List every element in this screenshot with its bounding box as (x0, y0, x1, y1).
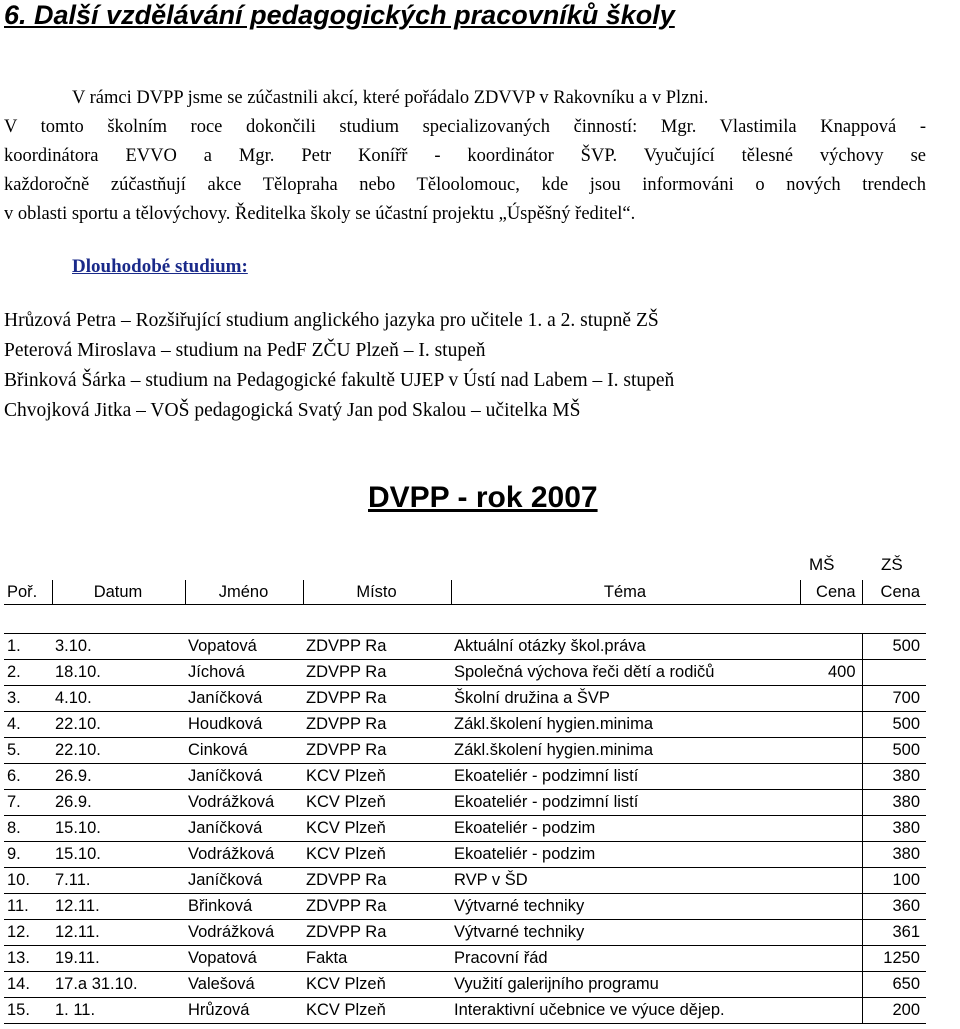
col-header-zs-price: Cena (862, 580, 926, 605)
dvpp-title: DVPP - rok 2007 (368, 481, 598, 514)
cell-name: Janíčková (185, 764, 303, 790)
cell-place: ZDVPP Ra (303, 920, 451, 946)
cell-ms-price (800, 894, 862, 920)
cell-topic: Zákl.školení hygien.minima (451, 712, 800, 738)
cell-name: Vopatová (185, 634, 303, 660)
table-spacer-row (4, 605, 926, 634)
cell-name: Jíchová (185, 660, 303, 686)
table-header-row (4, 580, 926, 605)
cell-topic: RVP v ŠD (451, 868, 800, 894)
cell-date: 1. 11. (52, 998, 185, 1024)
cell-ms-price (800, 868, 862, 894)
cell-zs-price: 361 (862, 920, 926, 946)
intro-line: každoročně zúčastňují akce Tělopraha nebo Těloolomouc, kde jsou informováni o nových trendech (4, 175, 926, 195)
col-header-place: Místo (303, 580, 451, 605)
cell-date: 15.10. (52, 816, 185, 842)
cell-order: 5. (4, 738, 52, 764)
cell-order: 13. (4, 946, 52, 972)
long-term-study-title: Dlouhodobé studium: (72, 256, 248, 277)
cell-zs-price: 700 (862, 686, 926, 712)
cell-date: 7.11. (52, 868, 185, 894)
cell-place: ZDVPP Ra (303, 894, 451, 920)
cell-zs-price: 500 (862, 738, 926, 764)
cell-topic: Ekoateliér - podzimní listí (451, 764, 800, 790)
cell-zs-price (862, 660, 926, 686)
cell-zs-price: 380 (862, 842, 926, 868)
cell-date: 26.9. (52, 764, 185, 790)
cell-zs-price: 500 (862, 712, 926, 738)
cell-topic: Školní družina a ŠVP (451, 686, 800, 712)
cell-name: Janíčková (185, 868, 303, 894)
cell-topic: Společná výchova řeči dětí a rodičů (451, 660, 800, 686)
cell-date: 3.10. (52, 634, 185, 660)
cell-name: Cinková (185, 738, 303, 764)
cell-ms-price (800, 686, 862, 712)
cell-topic: Výtvarné techniky (451, 894, 800, 920)
cell-topic: Ekoateliér - podzim (451, 842, 800, 868)
cell-name: Janíčková (185, 686, 303, 712)
cell-place: ZDVPP Ra (303, 868, 451, 894)
table-row (4, 634, 926, 660)
cell-topic: Zákl.školení hygien.minima (451, 738, 800, 764)
cell-date: 22.10. (52, 712, 185, 738)
cell-zs-price: 1250 (862, 946, 926, 972)
cell-place: KCV Plzeň (303, 972, 451, 998)
cell-name: Hrůzová (185, 998, 303, 1024)
cell-topic: Ekoateliér - podzimní listí (451, 790, 800, 816)
cell-zs-price: 200 (862, 998, 926, 1024)
cell-date: 12.11. (52, 894, 185, 920)
cell-order: 8. (4, 816, 52, 842)
section-heading: 6. Další vzdělávání pedagogických pracovníků školy (4, 0, 675, 30)
table-row (4, 790, 926, 816)
cell-place: ZDVPP Ra (303, 660, 451, 686)
cell-topic: Pracovní řád (451, 946, 800, 972)
cell-order: 9. (4, 842, 52, 868)
cell-name: Vopatová (185, 946, 303, 972)
cell-order: 11. (4, 894, 52, 920)
cell-date: 17.a 31.10. (52, 972, 185, 998)
table-row (4, 816, 926, 842)
cell-zs-price: 100 (862, 868, 926, 894)
cell-order: 3. (4, 686, 52, 712)
cell-place: ZDVPP Ra (303, 712, 451, 738)
cell-topic: Ekoateliér - podzim (451, 816, 800, 842)
cell-zs-price: 650 (862, 972, 926, 998)
cell-ms-price (800, 946, 862, 972)
table-row (4, 946, 926, 972)
table-row (4, 686, 926, 712)
cell-order: 6. (4, 764, 52, 790)
cell-date: 18.10. (52, 660, 185, 686)
cell-date: 26.9. (52, 790, 185, 816)
cell-order: 12. (4, 920, 52, 946)
cell-date: 15.10. (52, 842, 185, 868)
cell-order: 7. (4, 790, 52, 816)
cell-place: KCV Plzeň (303, 842, 451, 868)
study-item: Břinková Šárka – studium na Pedagogické fakultě UJEP v Ústí nad Labem – I. stupeň (4, 370, 675, 391)
cell-ms-price: 400 (800, 660, 862, 686)
col-header-topic: Téma (451, 580, 800, 605)
cell-order: 15. (4, 998, 52, 1024)
cell-ms-price (800, 972, 862, 998)
cell-name: Houdková (185, 712, 303, 738)
cell-place: KCV Plzeň (303, 998, 451, 1024)
dvpp-table (4, 580, 926, 1024)
table-row (4, 660, 926, 686)
cell-place: KCV Plzeň (303, 790, 451, 816)
cell-ms-price (800, 816, 862, 842)
table-row (4, 894, 926, 920)
cell-place: ZDVPP Ra (303, 686, 451, 712)
cell-zs-price: 360 (862, 894, 926, 920)
cell-topic: Využití galerijního programu (451, 972, 800, 998)
col-header-date: Datum (52, 580, 185, 605)
col-header-name: Jméno (185, 580, 303, 605)
cell-topic: Interaktivní učebnice ve výuce dějep. (451, 998, 800, 1024)
cell-date: 19.11. (52, 946, 185, 972)
study-item: Chvojková Jitka – VOŠ pedagogická Svatý Jan pod Skalou – učitelka MŠ (4, 400, 581, 421)
cell-ms-price (800, 738, 862, 764)
intro-line: V rámci DVPP jsme se zúčastnili akcí, které pořádalo ZDVVP v Rakovníku a v Plzni. (72, 88, 709, 108)
long-term-study-list (4, 306, 674, 426)
table-row (4, 712, 926, 738)
table-row (4, 738, 926, 764)
cell-name: Valešová (185, 972, 303, 998)
cell-order: 2. (4, 660, 52, 686)
cell-order: 4. (4, 712, 52, 738)
cell-name: Janíčková (185, 816, 303, 842)
col-header-ms-price: Cena (800, 580, 862, 605)
cell-order: 1. (4, 634, 52, 660)
cell-zs-price: 500 (862, 634, 926, 660)
intro-line: koordinátora EVVO a Mgr. Petr Konířř - koordinátor ŠVP. Vyučující tělesné výchovy se (4, 146, 926, 166)
table-row (4, 764, 926, 790)
intro-line: v oblasti sportu a tělovýchovy. Ředitelka školy se účastní projektu „Úspěšný ředitel“. (4, 204, 636, 224)
cell-date: 4.10. (52, 686, 185, 712)
cell-ms-price (800, 998, 862, 1024)
table-row (4, 842, 926, 868)
cell-ms-price (800, 764, 862, 790)
cell-ms-price (800, 920, 862, 946)
intro-line: V tomto školním roce dokončili studium specializovaných činností: Mgr. Vlastimila Knappová - (4, 117, 926, 137)
table-row (4, 920, 926, 946)
cell-zs-price: 380 (862, 790, 926, 816)
zs-header: ZŠ (881, 555, 903, 574)
table-row (4, 972, 926, 998)
cell-place: ZDVPP Ra (303, 738, 451, 764)
cell-place: KCV Plzeň (303, 764, 451, 790)
col-header-order: Poř. (4, 580, 52, 605)
cell-order: 10. (4, 868, 52, 894)
cell-ms-price (800, 634, 862, 660)
intro-paragraph (4, 84, 926, 229)
cell-ms-price (800, 712, 862, 738)
cell-place: KCV Plzeň (303, 816, 451, 842)
cell-name: Vodrážková (185, 790, 303, 816)
cell-place: Fakta (303, 946, 451, 972)
cell-date: 22.10. (52, 738, 185, 764)
cell-ms-price (800, 842, 862, 868)
cell-place: ZDVPP Ra (303, 634, 451, 660)
cell-order: 14. (4, 972, 52, 998)
cell-topic: Výtvarné techniky (451, 920, 800, 946)
cell-name: Vodrážková (185, 920, 303, 946)
study-item: Hrůzová Petra – Rozšiřující studium anglického jazyka pro učitele 1. a 2. stupně ZŠ (4, 310, 659, 331)
cell-zs-price: 380 (862, 764, 926, 790)
table-row (4, 998, 926, 1024)
cell-name: Vodrážková (185, 842, 303, 868)
cell-zs-price: 380 (862, 816, 926, 842)
study-item: Peterová Miroslava – studium na PedF ZČU Plzeň – I. stupeň (4, 340, 486, 361)
table-row (4, 868, 926, 894)
cell-name: Břinková (185, 894, 303, 920)
cell-ms-price (800, 790, 862, 816)
cell-date: 12.11. (52, 920, 185, 946)
cell-topic: Aktuální otázky škol.práva (451, 634, 800, 660)
ms-header: MŠ (809, 555, 835, 574)
